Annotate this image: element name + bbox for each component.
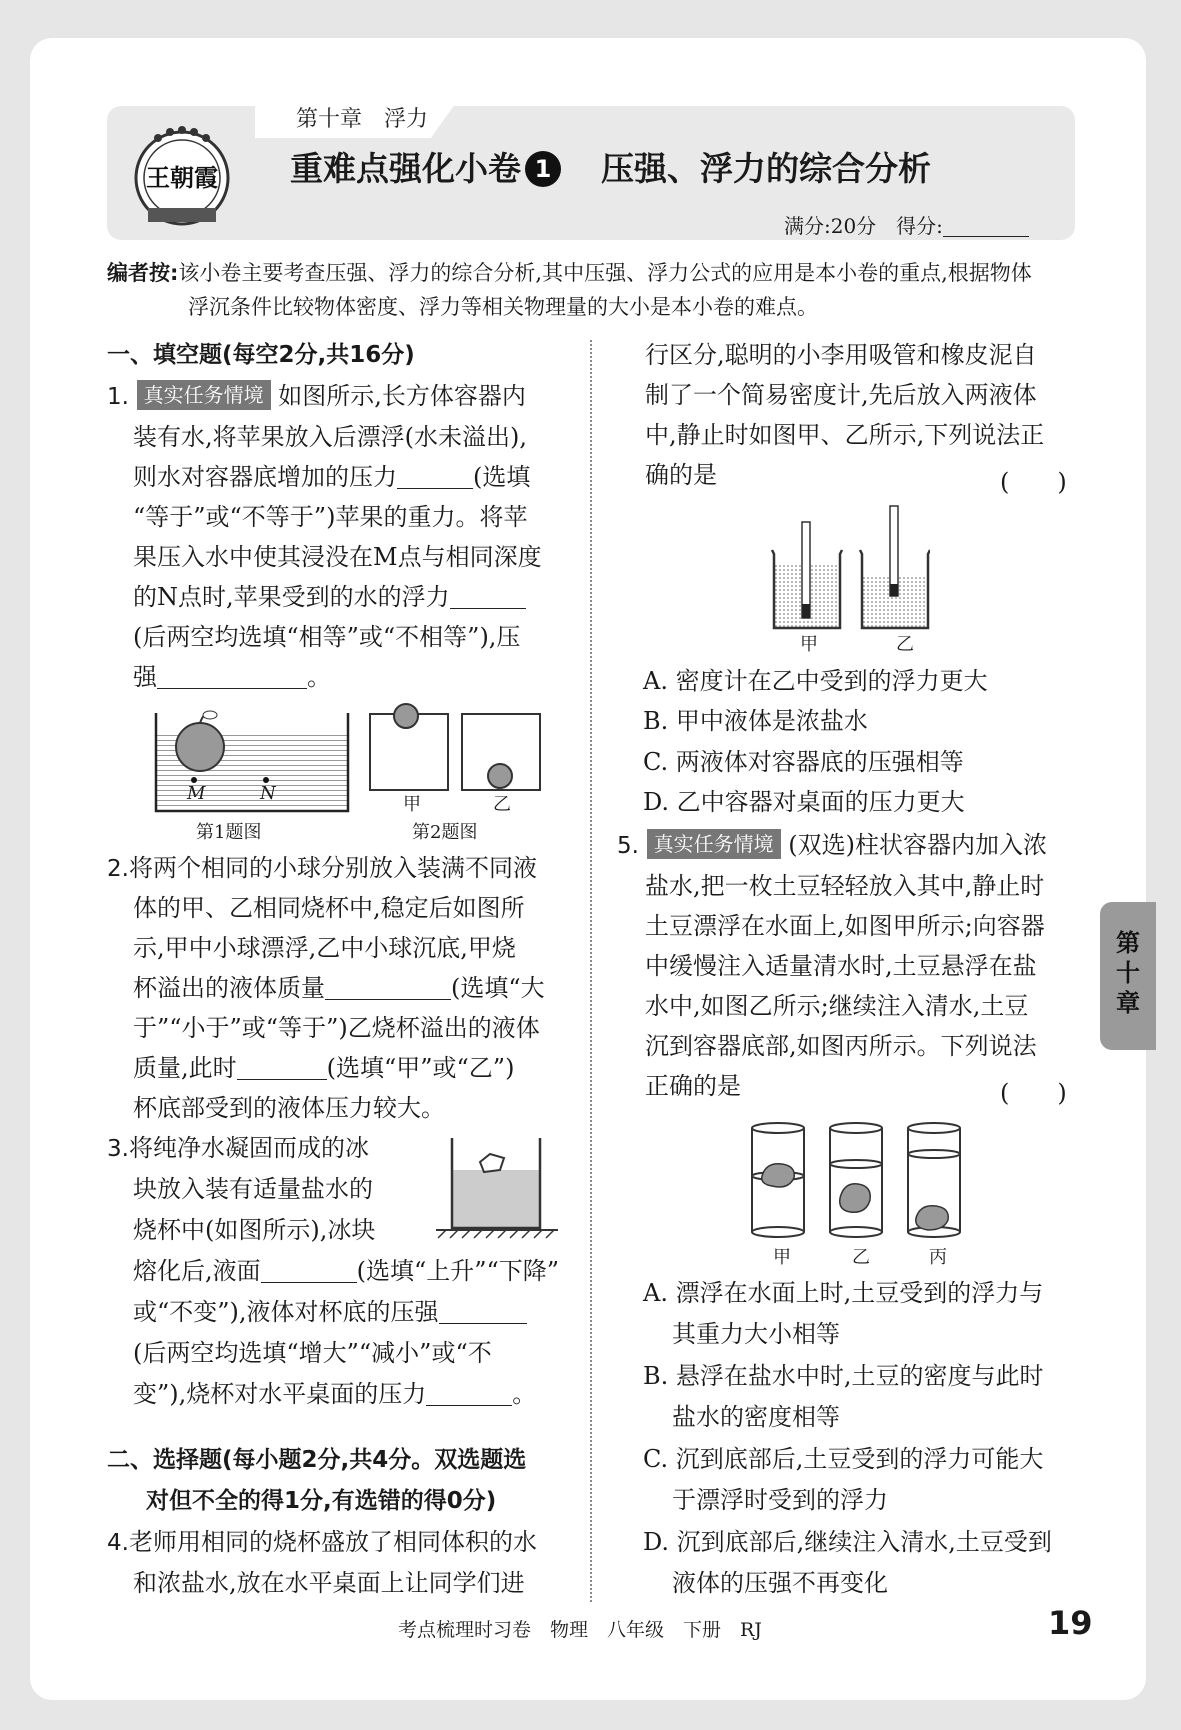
q5-option-a-line-1[interactable]: A. 漂浮在水面上时,土豆受到的浮力与 xyxy=(643,1279,1044,1307)
note-label: 编者按: xyxy=(107,261,179,285)
fig-q5-label-bing: 丙 xyxy=(929,1247,947,1268)
q3-line-2: 块放入装有适量盐水的 xyxy=(133,1175,373,1203)
fig-q1-container xyxy=(152,705,352,815)
q5-line-3: 土豆漂浮在水面上,如图甲所示;向容器 xyxy=(645,912,1045,940)
logo xyxy=(128,122,236,230)
q5-option-a-line-2: 其重力大小相等 xyxy=(672,1320,840,1348)
fig-q1-caption: 第1题图 xyxy=(196,822,262,843)
q5-line-4: 中缓慢注入适量清水时,土豆悬浮在盐 xyxy=(645,952,1037,980)
q3-line-4: 熔化后,液面 (选填“上升”“下降” xyxy=(133,1257,560,1285)
q5-line-1: 5. 真实任务情境 (双选)柱状容器内加入浓 xyxy=(617,831,1047,859)
q3-blank-2[interactable] xyxy=(439,1297,527,1324)
q5-option-c-line-2: 于漂浮时受到的浮力 xyxy=(672,1486,888,1514)
fig-q5-label-yi: 乙 xyxy=(852,1247,870,1268)
q2-blank-2[interactable] xyxy=(237,1053,327,1080)
q2-line-6: 质量,此时 (选填“甲”或“乙”) xyxy=(133,1054,515,1082)
q4-line-4: 制了一个简易密度计,先后放入两液体 xyxy=(645,381,1037,409)
fig-q5-label-jia: 甲 xyxy=(773,1247,791,1268)
q3-line-3: 烧杯中(如图所示),冰块 xyxy=(133,1216,376,1244)
fig-q2-label-yi: 乙 xyxy=(493,794,511,815)
fig-q5-cylinders xyxy=(748,1120,962,1240)
q4-number: 4. xyxy=(107,1530,129,1556)
fig-q4-label-yi: 乙 xyxy=(896,634,914,655)
side-chapter-tab[interactable]: 第 十 章 xyxy=(1100,902,1156,1050)
q5-line-6: 沉到容器底部,如图丙所示。下列说法 xyxy=(645,1032,1037,1060)
fig-q2-caption: 第2题图 xyxy=(412,822,478,843)
q1-blank-2[interactable] xyxy=(450,582,526,609)
q2-line-7: 杯底部受到的液体压力较大。 xyxy=(133,1094,445,1122)
fig-q3-beaker xyxy=(434,1136,562,1244)
q3-line-1: 3.将纯净水凝固而成的冰 xyxy=(107,1134,369,1162)
q5-tag: 真实任务情境 xyxy=(647,829,781,859)
q1-line-6: 的N点时,苹果受到的水的浮力 xyxy=(133,577,526,618)
q5-line-7: 正确的是 xyxy=(645,1072,741,1100)
q2-number: 2. xyxy=(107,856,129,882)
section-1-title: 一、填空题(每空2分,共16分) xyxy=(107,342,415,368)
fig-q4-beakers xyxy=(770,504,930,634)
note-line-1: 编者按:该小卷主要考查压强、浮力的综合分析,其中压强、浮力公式的应用是本小卷的重点,根据物体 xyxy=(107,261,1032,285)
note-line-2: 浮沉条件比较物体密度、浮力等相关物理量的大小是本小卷的难点。 xyxy=(188,295,818,319)
page-title xyxy=(290,146,931,192)
q1-blank-3[interactable] xyxy=(157,662,307,689)
q1-line-4: “等于”或“不等于”)苹果的重力。将苹 xyxy=(133,503,528,531)
q5-option-d-line-1[interactable]: D. 沉到底部后,继续注入清水,土豆受到 xyxy=(643,1528,1052,1556)
logo-text: 王朝霞 xyxy=(146,163,218,192)
score-line: 满分:20分 得分: xyxy=(784,210,1029,239)
fig-q2-beakers xyxy=(368,700,544,792)
q4-line-6: 确的是 xyxy=(645,461,717,489)
q1-number: 1. xyxy=(107,384,129,410)
q4-option-d[interactable]: D. 乙中容器对桌面的压力更大 xyxy=(643,788,965,816)
fig-q2-label-jia: 甲 xyxy=(403,794,421,815)
page-number: 19 xyxy=(1048,1604,1093,1642)
q1-blank-1[interactable] xyxy=(397,462,473,489)
q5-line-5: 水中,如图乙所示;继续注入清水,土豆 xyxy=(645,992,1029,1020)
q3-blank-1[interactable] xyxy=(261,1256,357,1283)
q2-line-2: 体的甲、乙相同烧杯中,稳定后如图所 xyxy=(133,894,525,922)
fig-q4-label-jia: 甲 xyxy=(800,634,818,655)
score-blank[interactable] xyxy=(943,216,1029,237)
q1-line-7: (后两空均选填“相等”或“不相等”),压 xyxy=(133,623,521,651)
q1-line-8: 强 。 xyxy=(133,663,331,691)
fig-q1-label-m: M xyxy=(187,783,206,804)
q3-line-5: 或“不变”),液体对杯底的压强 xyxy=(133,1292,527,1333)
q1-line-1: 1. 真实任务情境 如图所示,长方体容器内 xyxy=(107,382,526,410)
q5-line-2: 盐水,把一枚土豆轻轻放入其中,静止时 xyxy=(645,872,1045,900)
q2-blank-1[interactable] xyxy=(325,973,451,1000)
q2-line-5: 于”“小于”或“等于”)乙烧杯溢出的液体 xyxy=(133,1014,540,1042)
q4-answer-paren[interactable]: ( ) xyxy=(1000,468,1067,496)
q4-line-5: 中,静止时如图甲、乙所示,下列说法正 xyxy=(645,421,1045,449)
chapter-label: 第十章 浮力 xyxy=(296,107,429,132)
q3-number: 3. xyxy=(107,1136,129,1162)
fig-q1-label-n: N xyxy=(260,783,276,804)
q5-option-c-line-1[interactable]: C. 沉到底部后,土豆受到的浮力可能大 xyxy=(643,1445,1044,1473)
q2-line-1: 2.将两个相同的小球分别放入装满不同液 xyxy=(107,854,537,882)
q3-line-7: 变”),烧杯对水平桌面的压力 。 xyxy=(133,1380,537,1408)
q3-line-6: (后两空均选填“增大”“减小”或“不 xyxy=(133,1339,492,1367)
q1-line-5: 果压入水中使其浸没在M点与相同深度 xyxy=(133,543,542,571)
q4-option-b[interactable]: B. 甲中液体是浓盐水 xyxy=(643,707,868,735)
q4-line-1: 4.老师用相同的烧杯盛放了相同体积的水 xyxy=(107,1528,537,1556)
section-2-title-line-1: 二、选择题(每小题2分,共4分。双选题选 xyxy=(107,1447,527,1473)
q4-line-2: 和浓盐水,放在水平桌面上让同学们进 xyxy=(133,1569,525,1597)
q1-line-3: 则水对容器底增加的压力 (选填 xyxy=(133,463,531,491)
footer-text: 考点梳理时习卷 物理 八年级 下册 RJ xyxy=(398,1619,762,1641)
q4-option-c[interactable]: C. 两液体对容器底的压强相等 xyxy=(643,748,964,776)
q4-option-a[interactable]: A. 密度计在乙中受到的浮力更大 xyxy=(643,667,988,695)
q4-line-3: 行区分,聪明的小李用吸管和橡皮泥自 xyxy=(645,341,1037,369)
q5-answer-paren[interactable]: ( ) xyxy=(1000,1079,1067,1107)
q3-blank-3[interactable] xyxy=(426,1379,512,1406)
q1-line-2: 装有水,将苹果放入后漂浮(水未溢出), xyxy=(133,423,527,451)
q5-option-b-line-1[interactable]: B. 悬浮在盐水中时,土豆的密度与此时 xyxy=(643,1362,1044,1390)
q5-option-b-line-2: 盐水的密度相等 xyxy=(672,1403,840,1431)
q2-line-4: 杯溢出的液体质量 (选填“大 xyxy=(133,974,545,1002)
q5-option-d-line-2: 液体的压强不再变化 xyxy=(672,1569,888,1597)
q1-tag: 真实任务情境 xyxy=(137,380,271,410)
section-2-title-line-2: 对但不全的得1分,有选错的得0分) xyxy=(146,1488,497,1514)
title-sub: 压强、浮力的综合分析 xyxy=(601,149,931,188)
q2-line-3: 示,甲中小球漂浮,乙中小球沉底,甲烧 xyxy=(133,934,516,962)
q5-number: 5. xyxy=(617,833,639,859)
title-main: 重难点强化小卷 xyxy=(290,149,521,188)
title-number-badge: 1 xyxy=(525,151,561,187)
column-divider xyxy=(590,340,592,1602)
